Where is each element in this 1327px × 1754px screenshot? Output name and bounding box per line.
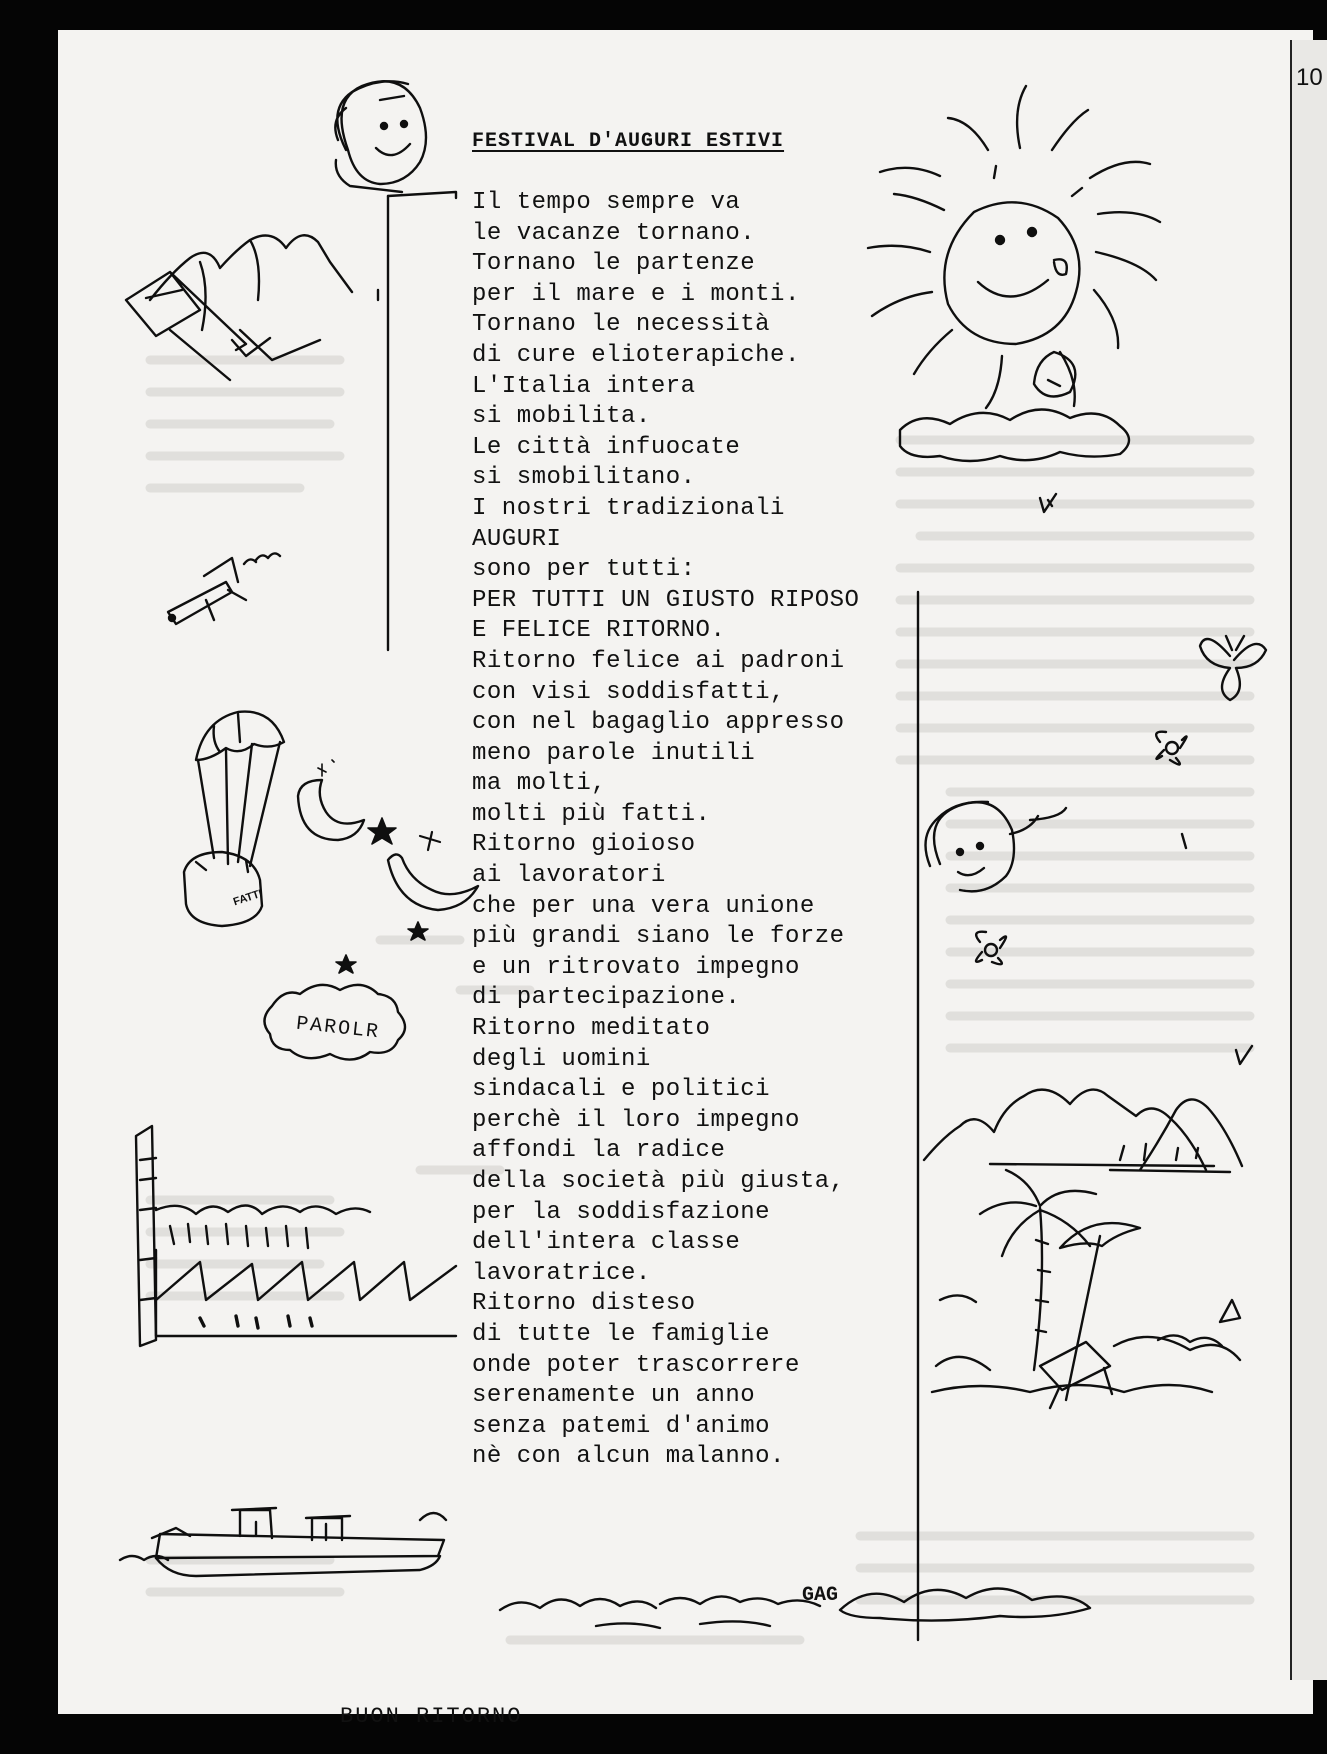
moon-right-icon [388, 854, 478, 910]
waves-bottom-icon [500, 1588, 1090, 1628]
poem-line: Ritorno disteso [472, 1290, 696, 1318]
poem-line: degli uomini [472, 1045, 651, 1073]
poem-line: di cure elioterapiche. [472, 341, 800, 369]
bird-doodle-icon [168, 553, 280, 624]
ship-icon [120, 1508, 446, 1576]
poem-line: onde poter trascorrere [472, 1351, 800, 1379]
poem-line: per il mare e i monti. [472, 280, 800, 308]
poem-line: si mobilita. [472, 403, 651, 431]
smiling-face-icon [335, 81, 426, 192]
poem-line: si smobilitano. [472, 464, 696, 492]
parachute-bag-caption: FATTI [231, 887, 264, 909]
poem-line: più grandi siano le forze [472, 923, 845, 951]
poem-line: E FELICE RITORNO. [472, 617, 726, 645]
moon-left-icon [298, 780, 364, 840]
bracket-frame-left [378, 192, 456, 650]
poem-line: Ritorno meditato [472, 1015, 711, 1043]
beach-scene-icon [924, 1090, 1242, 1408]
words-cloud-caption: PAROLR [295, 1012, 381, 1045]
poem-line: Il tempo sempre va [472, 189, 741, 216]
poem-line: PER TUTTI UN GIUSTO RIPOSO [472, 586, 860, 614]
poem-line: nè con alcun malanno. [472, 1443, 785, 1471]
poem-line: sindacali e politici [472, 1076, 771, 1104]
edge-page-number: 10 [1296, 64, 1323, 91]
sun-face-icon [868, 86, 1160, 461]
poem-line: ai lavoratori [472, 862, 666, 890]
poem-body [472, 188, 892, 1473]
poem-line: serenamente un anno [472, 1382, 756, 1410]
poem-line: e un ritrovato impegno [472, 953, 800, 981]
poem-line: per la soddisfazione [472, 1198, 771, 1226]
poem-line: Ritorno gioioso [472, 831, 696, 859]
author-signature: GAG [802, 1584, 839, 1607]
poem-line: dell'intera classe [472, 1229, 741, 1257]
poem-line: perchè il loro impegno [472, 1106, 800, 1134]
poem-line: senza patemi d'animo [472, 1412, 771, 1440]
poem-line: di partecipazione. [472, 984, 741, 1012]
poem-line: lavoratrice. [472, 1259, 651, 1287]
poem-line: che per una vera unione [472, 892, 815, 920]
girl-face-icon [926, 802, 1067, 892]
poem-line: sono per tutti: [472, 556, 696, 584]
poem-line: L'Italia intera [472, 372, 696, 400]
parachute-bag-icon [184, 712, 284, 926]
poem-line: molti più fatti. [472, 800, 711, 828]
poem-line: della società più giusta, [472, 1168, 845, 1195]
poem-line: ma molti, [472, 770, 607, 798]
poem-line: con nel bagaglio appresso [472, 709, 845, 737]
poem-line: Le città infuocate [472, 433, 741, 461]
poem-title: FESTIVAL D'AUGURI ESTIVI [472, 130, 785, 153]
bottom-caption: BUON RITORNO [340, 1704, 523, 1729]
poem-line: le vacanze tornano. [472, 219, 756, 247]
poem-line: Ritorno felice ai padroni [472, 647, 845, 675]
poem-line: con visi soddisfatti, [472, 678, 785, 706]
poem-line: di tutte le famiglie [472, 1320, 771, 1348]
ticks-doodles [1040, 494, 1252, 1064]
poem-line: Tornano le partenze [472, 250, 756, 278]
poem-line: meno parole inutili [472, 739, 756, 767]
poem-line: I nostri tradizionali [472, 494, 785, 522]
poem-line: AUGURI [472, 525, 562, 553]
poem-line: Tornano le necessità [472, 311, 771, 339]
poem-line: affondi la radice [472, 1137, 726, 1165]
